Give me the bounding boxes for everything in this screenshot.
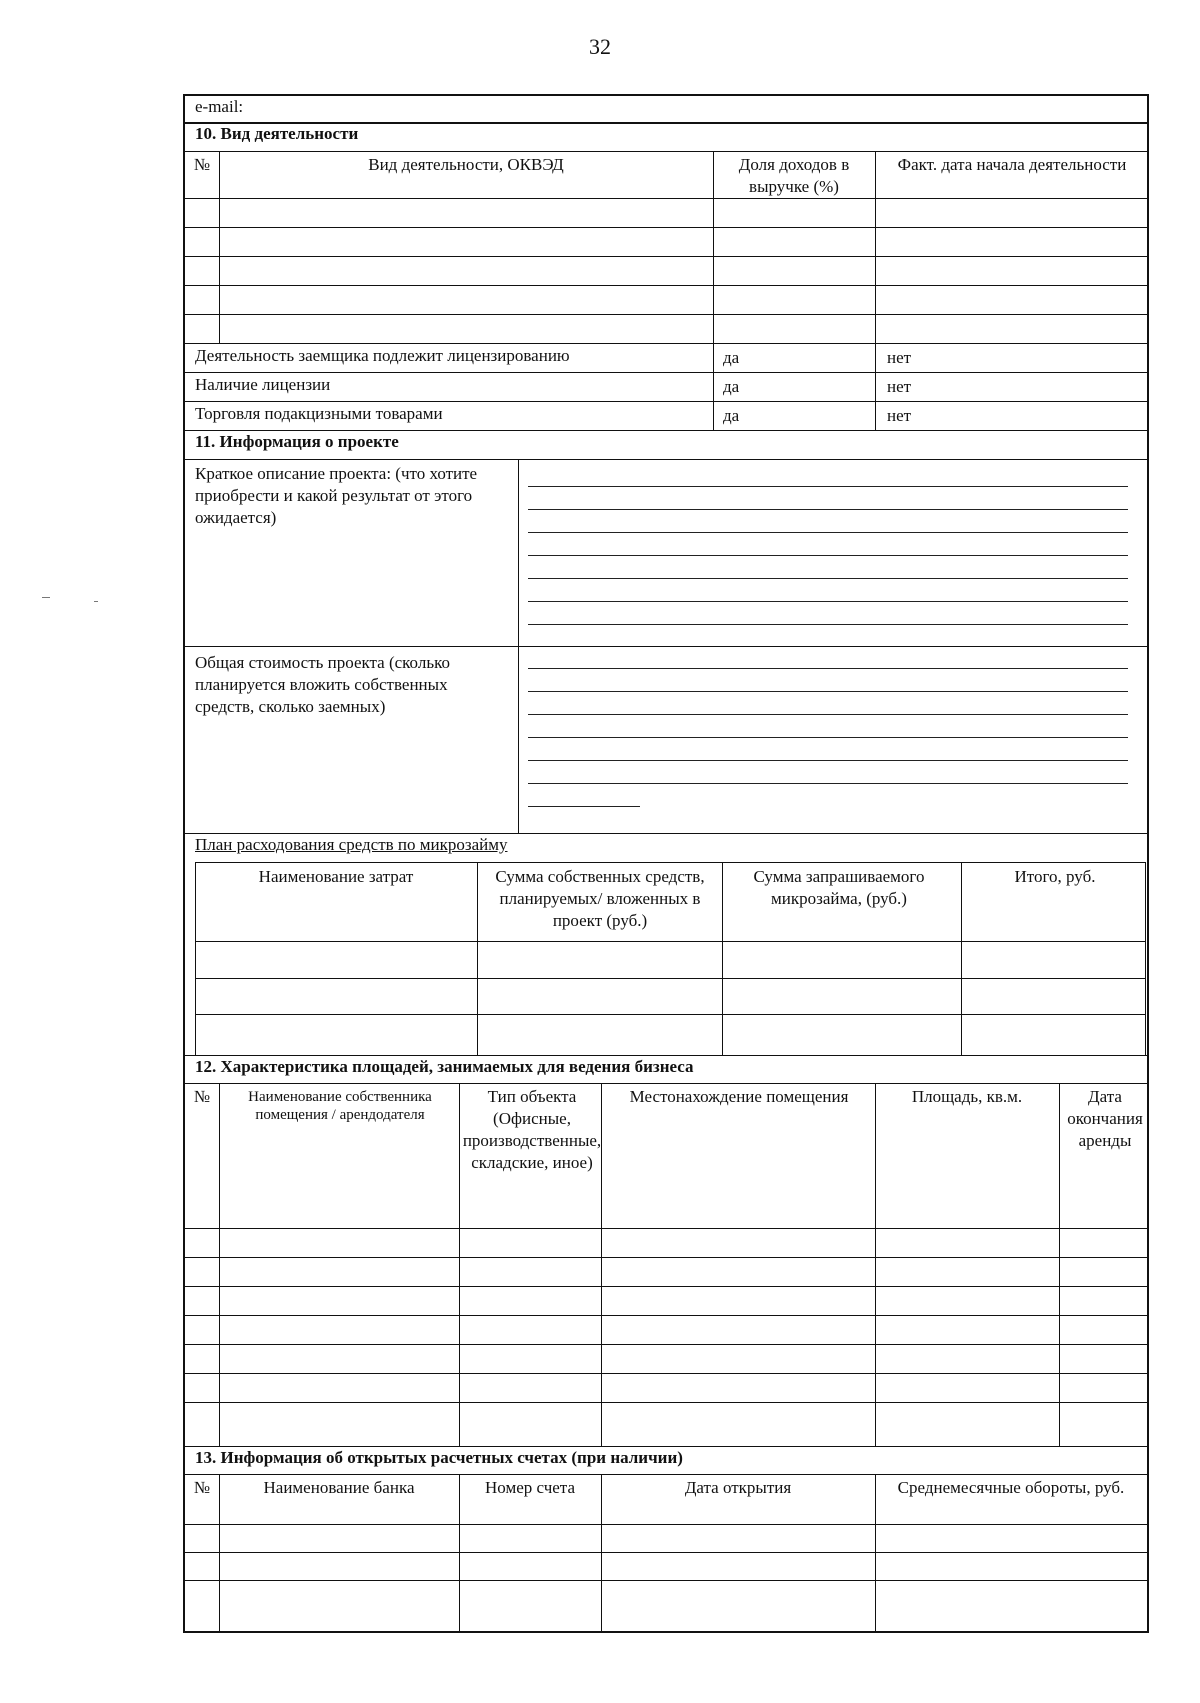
- description-line[interactable]: [528, 555, 1128, 556]
- table-row: [185, 1257, 1147, 1258]
- col-turnover-header: Среднемесячные обороты, руб.: [897, 1478, 1125, 1497]
- col-location-header: Местонахождение помещения: [629, 1087, 849, 1106]
- column-divider: [1059, 1083, 1060, 1446]
- plan-col-total: Итого, руб.: [1014, 867, 1096, 886]
- licensing-label: Деятельность заемщика подлежит лицензированию: [195, 346, 570, 365]
- table-row: [185, 1402, 1147, 1403]
- table-row: [185, 1344, 1147, 1345]
- table-row: [185, 1580, 1147, 1581]
- col-area-header: Площадь, кв.м.: [911, 1087, 1023, 1106]
- table-row: [185, 1524, 1147, 1525]
- plan-border: [1145, 862, 1146, 1055]
- col-income-share-header: Доля доходов в выручке (%): [738, 155, 850, 196]
- description-line[interactable]: [528, 509, 1128, 510]
- plan-border: [195, 862, 196, 1055]
- table-row: [185, 1315, 1147, 1316]
- section-12-title: 12. Характеристика площадей, занимаемых для ведения бизнеса: [195, 1057, 694, 1076]
- plan-col-microloan: Сумма запрашиваемого микрозайма, (руб.): [753, 867, 925, 908]
- section-13-title: 13. Информация об открытых расчетных счетах (при наличии): [195, 1448, 683, 1467]
- cost-line[interactable]: [528, 691, 1128, 692]
- column-divider: [459, 1083, 460, 1446]
- cost-line[interactable]: [528, 714, 1128, 715]
- project-cost-label: Общая стоимость проекта (сколько планируется вложить собственных средств, сколько заемных): [195, 653, 450, 716]
- cost-line[interactable]: [528, 668, 1128, 669]
- divider: [185, 646, 1147, 647]
- table-row: [185, 1552, 1147, 1553]
- table-row: [185, 198, 1147, 199]
- description-line[interactable]: [528, 532, 1128, 533]
- col-activity-header: Вид деятельности, ОКВЭД: [368, 155, 564, 174]
- column-divider: [713, 151, 714, 430]
- column-divider: [219, 1083, 220, 1446]
- section-11-title: 11. Информация о проекте: [195, 432, 399, 451]
- scan-mark: [42, 597, 50, 598]
- table-row: [185, 256, 1147, 257]
- table-row: [185, 372, 1147, 373]
- licensing-yes[interactable]: да: [723, 348, 740, 367]
- form-frame: [183, 94, 1149, 1633]
- cost-line[interactable]: [528, 760, 1128, 761]
- divider: [185, 459, 1147, 460]
- col-number-header: №: [193, 1478, 211, 1497]
- excise-label: Торговля подакцизными товарами: [195, 404, 443, 423]
- column-divider: [722, 862, 723, 1055]
- column-divider: [477, 862, 478, 1055]
- license-no[interactable]: нет: [887, 377, 912, 396]
- excise-yes[interactable]: да: [723, 406, 740, 425]
- description-line[interactable]: [528, 601, 1128, 602]
- scan-mark: [94, 601, 98, 602]
- project-description-label: Краткое описание проекта: (что хотите приобрести и какой результат от этого ожидается): [195, 464, 478, 527]
- col-start-date-header: Факт. дата начала деятельности: [897, 155, 1127, 174]
- page-number: 32: [589, 34, 611, 59]
- table-row: [185, 343, 1147, 344]
- col-object-type-header: Тип объекта (Офисные, производственные, складские, иное): [462, 1087, 602, 1172]
- column-divider: [961, 862, 962, 1055]
- divider: [185, 1083, 1147, 1084]
- email-label: e-mail:: [195, 97, 244, 116]
- plan-border: [195, 862, 1145, 863]
- description-line[interactable]: [528, 578, 1128, 579]
- table-row: [195, 1014, 1145, 1015]
- col-lease-end-header: Дата окончания аренды: [1067, 1087, 1143, 1150]
- column-divider: [875, 1083, 876, 1446]
- license-label: Наличие лицензии: [195, 375, 331, 394]
- table-row: [185, 1286, 1147, 1287]
- table-row: [185, 401, 1147, 402]
- col-number-header: №: [193, 155, 211, 174]
- col-number-header: №: [193, 1087, 211, 1106]
- divider: [185, 151, 1147, 152]
- col-owner-header: Наименование собственника помещения / арендодателя: [248, 1089, 432, 1123]
- divider: [185, 1474, 1147, 1475]
- table-row: [185, 285, 1147, 286]
- section-10-title: 10. Вид деятельности: [195, 124, 359, 143]
- table-row: [185, 1373, 1147, 1374]
- cost-line[interactable]: [528, 737, 1128, 738]
- col-open-date-header: Дата открытия: [684, 1478, 792, 1497]
- table-row: [185, 314, 1147, 315]
- cost-line[interactable]: [528, 783, 1128, 784]
- col-bank-header: Наименование банка: [263, 1478, 415, 1497]
- table-row: [185, 227, 1147, 228]
- description-line[interactable]: [528, 624, 1128, 625]
- column-divider: [875, 151, 876, 430]
- license-yes[interactable]: да: [723, 377, 740, 396]
- cost-line[interactable]: [528, 806, 640, 807]
- table-row: [195, 941, 1145, 942]
- description-line[interactable]: [528, 486, 1128, 487]
- plan-col-own-funds: Сумма собственных средств, планируемых/ вложенных в проект (руб.): [495, 867, 705, 930]
- plan-col-costs: Наименование затрат: [258, 867, 414, 886]
- excise-no[interactable]: нет: [887, 406, 912, 425]
- licensing-no[interactable]: нет: [887, 348, 912, 367]
- table-row: [195, 978, 1145, 979]
- table-row: [185, 1228, 1147, 1229]
- col-account-header: Номер счета: [485, 1478, 575, 1497]
- column-divider: [219, 151, 220, 343]
- plan-title: План расходования средств по микрозайму: [195, 835, 508, 854]
- column-divider: [601, 1083, 602, 1446]
